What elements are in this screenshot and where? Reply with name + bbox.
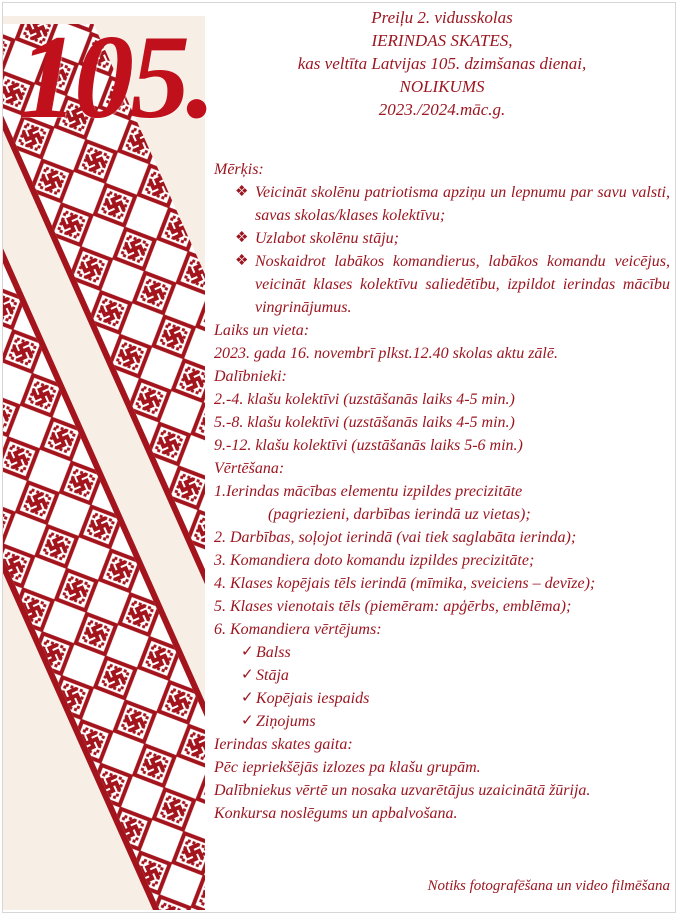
event-title: IERINDAS SKATES, [371,31,513,50]
anniversary-number: 105. [18,10,212,143]
progress-heading: Ierindas skates gaita: [214,736,353,753]
evaluation-item: 4. Klases kopējais tēls ierindā (mīmika, sveiciens – devīze); [214,575,596,592]
participant-item: 5.-8. klašu kolektīvi (uzstāšanās laiks 4-5 min.) [214,414,515,431]
checkmark-icon: ✓ [241,713,254,729]
evaluation-item: 3. Komandiera doto komandu izpildes precizitāte; [214,552,535,569]
criteria-item: ✓ Balss [214,641,670,664]
progress-line: Pēc iepriekšējās izlozes pa klašu grupām. [214,759,481,776]
school-year: 2023./2024.māc.g. [378,100,506,119]
time-place-text: 2023. gada 16. novembrī plkst.12.40 skolas aktu zālē. [214,345,558,362]
participant-item: 2.-4. klašu kolektīvi (uzstāšanās laiks 4-5 min.) [214,391,515,408]
progress-line: Konkursa noslēgums un apbalvošana. [214,805,458,822]
evaluation-item: 2. Darbības, soļojot ierindā (vai tiek saglabāta ierinda); [214,529,577,546]
participants-heading: Dalībnieki: [214,368,287,385]
goal-list [214,181,670,319]
participant-item: 9.-12. klašu kolektīvi (uzstāšanās laiks 5-6 min.) [214,437,523,454]
progress-line: Dalībniekus vērtē un nosaka uzvarētājus uzaicinātā žūrija. [214,782,591,799]
goal-heading: Mērķis: [214,161,264,178]
goal-item: ❖ Noskaidrot labākos komandierus, labākos komandu veicējus, veicināt klases kolektīvu saliedētību, izpildot ierindas mācību vingrinājumus. [214,250,670,319]
document-type: NOLIKUMS [399,77,485,96]
criteria-item: ✓ Ziņojums [214,710,670,733]
evaluation-item: 5. Klases vienotais tēls (piemēram: apģērbs, emblēma); [214,598,572,615]
time-place-heading: Laiks un vieta: [214,322,310,339]
document-body [214,158,670,825]
commander-criteria-list [214,641,670,733]
goal-item: ❖ Uzlabot skolēnu stāju; [214,227,670,250]
diamond-four-icon: ❖ [235,230,249,246]
criteria-item: ✓ Stāja [214,664,670,687]
checkmark-icon: ✓ [241,644,254,660]
checkmark-icon: ✓ [241,667,254,683]
diamond-four-icon: ❖ [235,184,249,200]
evaluation-item-continuation: (pagriezieni, darbības ierindā uz vietas); [268,506,531,523]
goal-item: ❖ Veicināt skolēnu patriotisma apziņu un lepnumu par savu valsti, savas skolas/klases kolektīvu; [214,181,670,227]
evaluation-heading: Vērtēšana: [214,460,285,477]
checkmark-icon: ✓ [241,690,254,706]
evaluation-item: 1.Ierindas mācības elementu izpildes precizitāte [214,483,523,500]
diamond-four-icon: ❖ [235,253,249,269]
school-name: Preiļu 2. vidusskolas [371,8,513,27]
folk-ornament-ribbon [3,16,205,910]
criteria-item: ✓ Kopējais iespaids [214,687,670,710]
document-header [212,6,672,121]
event-dedication: kas veltīta Latvijas 105. dzimšanas dienai, [297,54,587,73]
footer-note: Notiks fotografēšana un video filmēšana [427,878,670,894]
evaluation-item: 6. Komandiera vērtējums: [214,621,382,638]
